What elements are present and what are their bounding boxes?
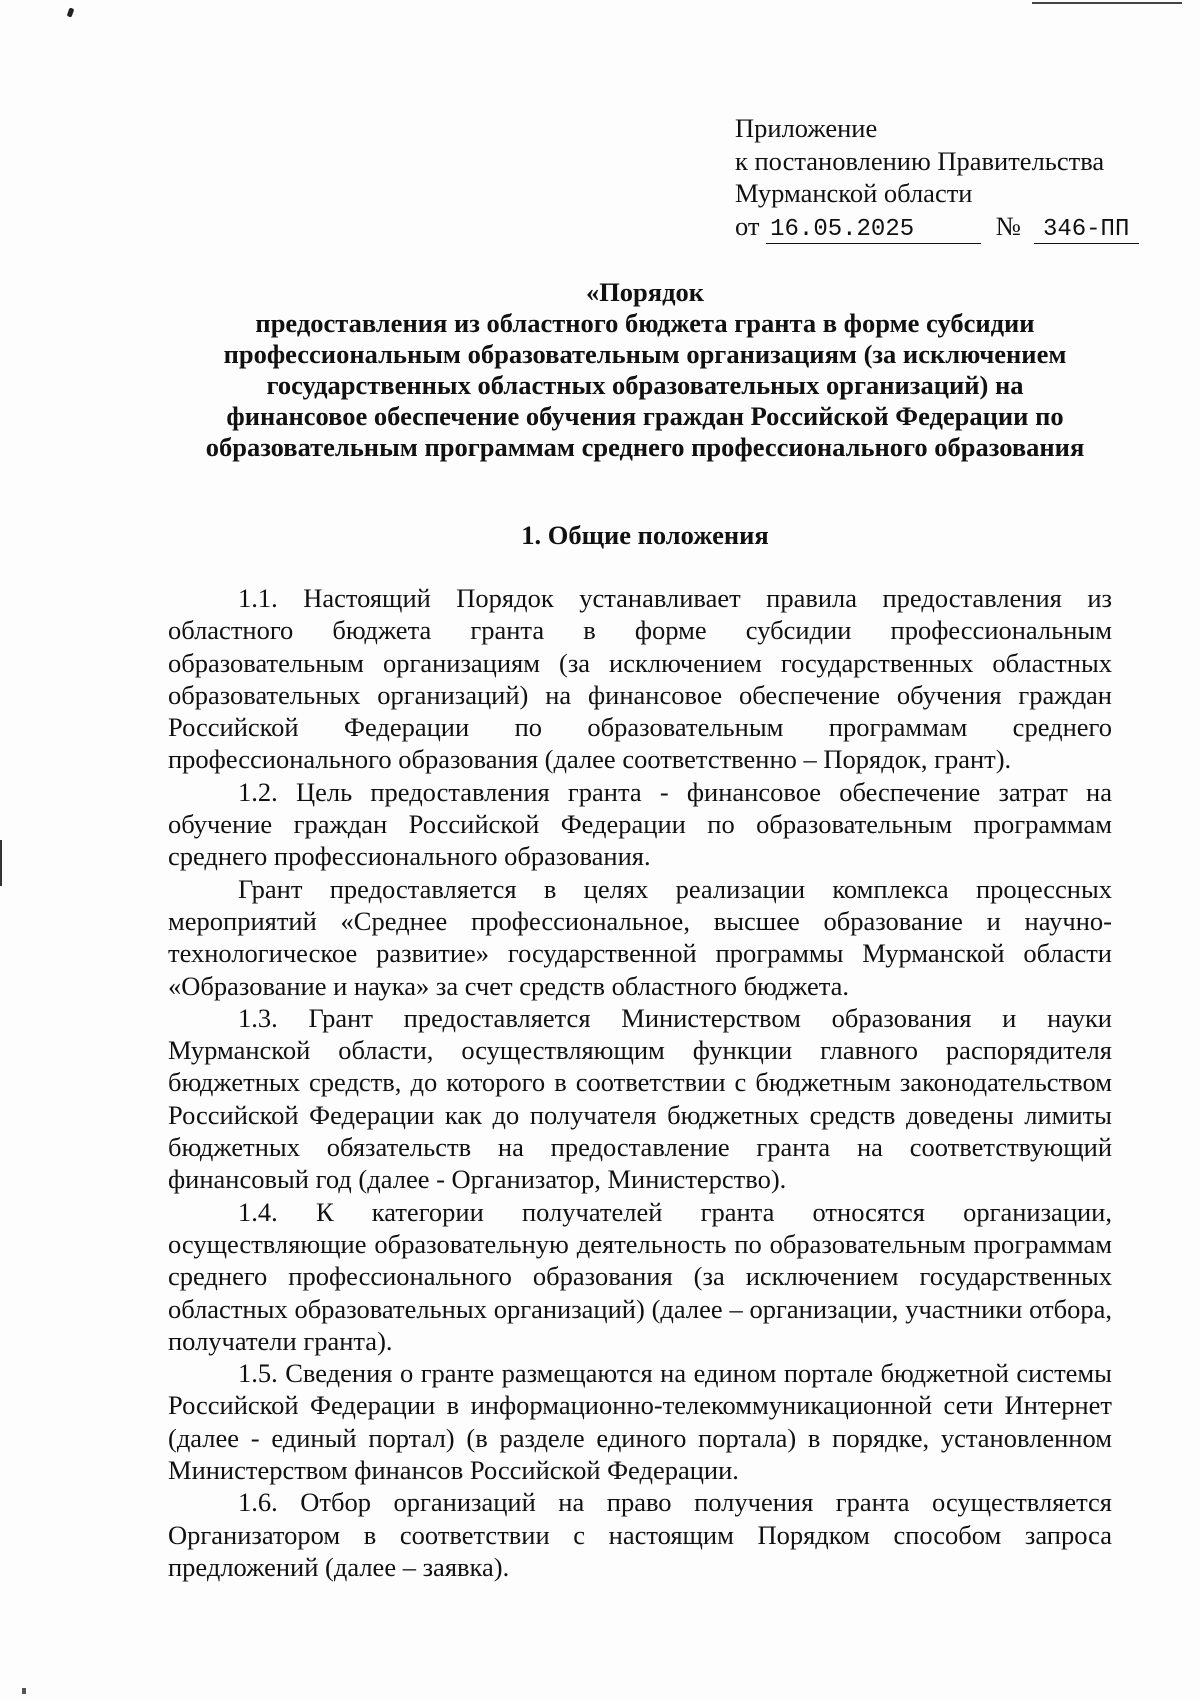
document-title [160,277,1130,463]
appendix-date-number-line [735,210,1175,244]
appendix-region-line: Мурманской области [735,178,973,208]
date-prefix: от [735,210,760,241]
appendix-title: Приложение [735,113,878,143]
scan-artifact [22,1688,26,1694]
number-sign: № [995,210,1022,241]
paragraph-1-5: 1.5. Сведения о гранте размещаются на едином портале бюджетной системы Российской Федерации в информационно-телекоммуникационной сети Интернет (далее - единый портал) (в разделе единого портала) в порядке, установленном Министерством финансов Российской Федерации. [168,1358,1112,1486]
title-line: государственных областных образовательных организаций) на [266,370,1024,400]
title-line: «Порядок [585,277,705,307]
paragraph-1-4: 1.4. К категории получателей гранта относятся организации, осуществляющие образовательную деятельность по образовательным программам среднего профессионального образования (за исключением государственных областных образовательных организаций) (далее – организации, участники отбора, получатели гранта). [168,1196,1112,1356]
section-heading: 1. Общие положения [521,520,769,550]
title-line: профессиональным образовательным организациям (за исключением [223,339,1067,369]
scan-artifact [1032,2,1182,4]
scan-artifact [67,7,75,17]
document-body [168,582,1112,1583]
resolution-date: 16.05.2025 [766,217,981,244]
appendix-header [735,112,1175,244]
title-line: образовательным программам среднего профессионального образования [205,432,1085,462]
resolution-number: 346-ПП [1034,217,1139,244]
paragraph-1-2: 1.2. Цель предоставления гранта - финансовое обеспечение затрат на обучение граждан Российской Федерации по образовательным программам среднего профессионального образования. [168,776,1112,872]
title-line: финансовое обеспечение обучения граждан Российской Федерации по [226,401,1064,431]
paragraph-grant-purpose: Грант предоставляется в целях реализации комплекса процессных мероприятий «Среднее профессиональное, высшее образование и научно-технологическое развитие» государственной программы Мурманской области «Образование и наука» за счет средств областного бюджета. [168,873,1112,1001]
appendix-resolution-line: к постановлению Правительства [735,145,1105,176]
scan-artifact [0,840,2,886]
paragraph-1-1: 1.1. Настоящий Порядок устанавливает правила предоставления из областного бюджета гранта в форме субсидии профессиональным образовательным организациям (за исключением государственных областных образовательных организаций) на финансовое обеспечение обучения граждан Российской Федерации по образовательным программам среднего профессионального образования (далее соответственно – Порядок, грант). [168,583,1112,775]
title-line: предоставления из областного бюджета гранта в форме субсидии [255,308,1035,338]
paragraph-1-3: 1.3. Грант предоставляется Министерством образования и науки Мурманской области, осуществляющим функции главного распорядителя бюджетных средств, до которого в соответствии с бюджетным законодательством Российской Федерации как до получателя бюджетных средств доведены лимиты бюджетных обязательств на предоставление гранта на соответствующий финансовый год (далее - Организатор, Министерство). [168,1002,1112,1195]
paragraph-1-6: 1.6. Отбор организаций на право получения гранта осуществляется Организатором в соответствии с настоящим Порядком способом запроса предложений (далее – заявка). [168,1487,1112,1582]
